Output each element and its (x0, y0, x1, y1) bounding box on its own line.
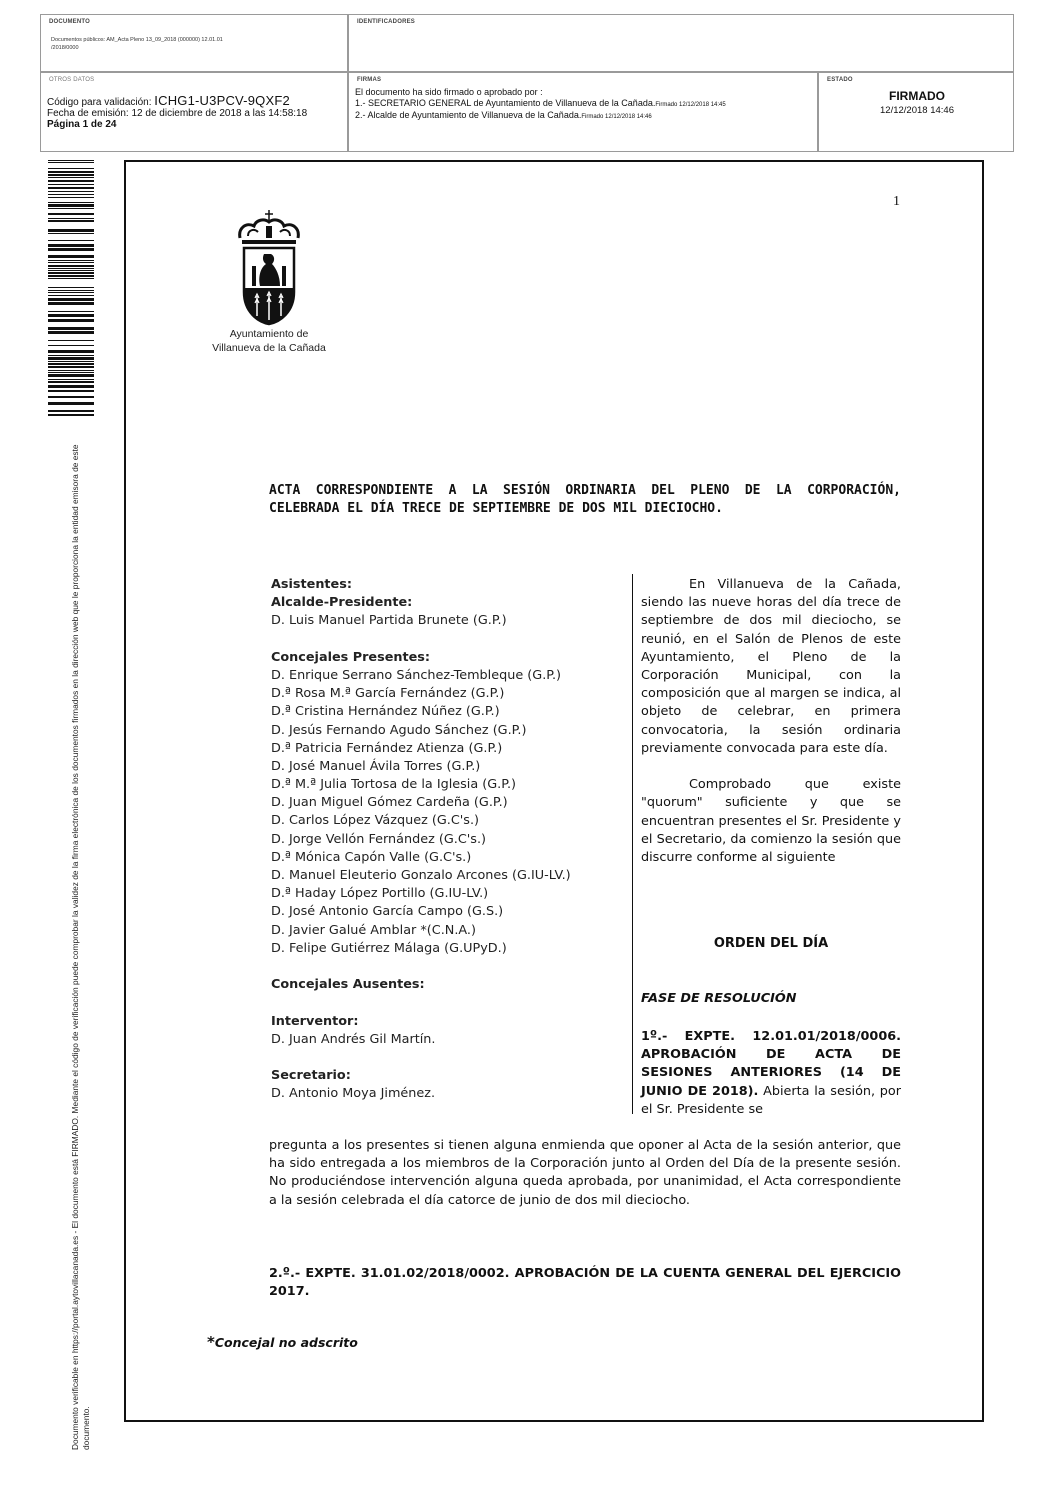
concejal-item: D. José Antonio García Campo (G.S.) (271, 904, 504, 920)
header-firmas (348, 72, 818, 152)
documento-label: DOCUMENTO (49, 19, 91, 25)
concejal-item: D. José Manuel Ávila Torres (G.P.) (271, 758, 481, 774)
page-number: 1 (893, 194, 900, 209)
estado-value: FIRMADO (889, 89, 945, 103)
intro-column (641, 576, 901, 867)
agenda-item-1 (641, 1028, 901, 1119)
barcode-icon (48, 160, 94, 416)
firma-1-stamp: Firmado 12/12/2018 14:45 (655, 101, 726, 108)
document-title: ACTA CORRESPONDIENTE A LA SESIÓN ORDINARIA DEL PLENO DE LA CORPORACIÓN, CELEBRADA EL DÍA TRECE DE SEPTIEMBRE DE DOS MIL DIECIOCHO. (269, 483, 901, 516)
firmas-label: FIRMAS (357, 77, 382, 83)
footnote-star: * (207, 1333, 215, 1351)
concejal-item: D. Jesús Fernando Agudo Sánchez (G.P.) (271, 722, 527, 738)
interventor-heading: Interventor: (271, 1013, 359, 1029)
interventor-name: D. Juan Andrés Gil Martín. (271, 1031, 436, 1047)
asistentes-heading: Asistentes: (271, 577, 352, 592)
header-identificadores (348, 14, 1014, 72)
concejales-heading: Concejales Presentes: (271, 649, 431, 665)
estado-date: 12/12/2018 14:46 (880, 105, 954, 116)
pagina: Página 1 de 24 (47, 119, 117, 130)
concejal-item: D. Javier Galué Amblar *(C.N.A.) (271, 922, 476, 938)
orden-del-dia-heading: ORDEN DEL DÍA (713, 936, 829, 951)
header-otros-datos (40, 72, 348, 152)
alcalde-name: D. Luis Manuel Partida Brunete (G.P.) (271, 613, 507, 629)
fase-heading: FASE DE RESOLUCIÓN (641, 991, 797, 1006)
intro-paragraph-1: En Villanueva de la Cañada, siendo las nueve horas del día trece de septiembre de dos mil dieciocho, se reunió, en el Salón de Plenos de este Ayuntamiento, el Pleno de la Corporación Municipal, con la composición que al margen se indica, al objeto de celebrar, en primera convocatoria, la sesión ordinaria previamente convocada para este día. (641, 577, 901, 756)
concejal-item: D. Juan Miguel Gómez Cardeña (G.P.) (271, 795, 508, 811)
footnote-text: Concejal no adscrito (214, 1335, 358, 1350)
concejal-item: D. Carlos López Vázquez (G.C's.) (271, 813, 480, 829)
secretario-name: D. Antonio Moya Jiménez. (271, 1086, 436, 1102)
otros-label: OTROS DATOS (49, 77, 95, 83)
agenda-item-2: 2.º.- EXPTE. 31.01.02/2018/0002. APROBACIÓN DE LA CUENTA GENERAL DEL EJERCICIO 2017. (269, 1266, 901, 1300)
codigo-value[interactable]: ICHG1-U3PCV-9QXF2 (154, 93, 290, 108)
concejal-item: D.ª M.ª Julia Tortosa de la Iglesia (G.P.) (271, 777, 517, 793)
concejal-item: D.ª Cristina Hernández Núñez (G.P.) (271, 704, 500, 720)
documento-value: Documentos públicos: AM_Acta Pleno 13_09_2018 (000000) 12.01.01 (51, 37, 223, 43)
agenda-item-1-continuation: pregunta a los presentes si tienen alguna enmienda que oponer al Acta de la sesión anterior, que ha sido entregada a los miembros de la Corporación junto al Orden del Día de la presente sesión. No produciéndose intervención alguna queda aprobada, por unanimidad, el Acta correspondiente a la sesión celebrada el día catorce de junio de dos mil dieciocho. (269, 1138, 901, 1208)
firma-2-stamp: Firmado 12/12/2018 14:46 (581, 114, 652, 120)
otros-datos-text (47, 95, 307, 130)
concejal-item: D. Manuel Eleuterio Gonzalo Arcones (G.IU-LV.) (271, 868, 571, 883)
identificadores-label: IDENTIFICADORES (357, 19, 416, 25)
footnote (207, 1333, 358, 1351)
concejal-item: D.ª Haday López Portillo (G.IU-LV.) (271, 886, 489, 902)
concejal-item: D. Felipe Gutiérrez Málaga (G.UPyD.) (271, 940, 507, 956)
agenda-item-1-title: 1º.- EXPTE. 12.01.01/2018/0006. APROBACIÓN DE ACTA DE SESIONES ANTERIORES (14 DE JUNIO DE 2018). (641, 1029, 901, 1099)
logo-text-line-2: Villanueva de la Cañada (212, 342, 326, 354)
logo-text-line-1: Ayuntamiento de (229, 328, 309, 340)
intro-paragraph-2: Comprobado que existe "quorum" suficiente y que se encuentran presentes el Sr. Presidente y el Secretario, da comienzo la sesión que discurre conforme al siguiente (641, 777, 901, 866)
firma-2: 2.- Alcalde de Ayuntamiento de Villanueva de la Cañada. (355, 110, 582, 120)
firmas-intro: El documento ha sido firmado o aprobado por : (355, 87, 543, 97)
coat-of-arms-icon (236, 208, 302, 326)
concejal-item: D.ª Mónica Capón Valle (G.C's.) (271, 849, 472, 865)
secretario-heading: Secretario: (271, 1068, 351, 1084)
firmas-text (355, 87, 726, 123)
concejal-item: D. Enrique Serrano Sánchez-Tembleque (G.P.) (271, 667, 562, 683)
fecha-emision: Fecha de emisión: 12 de diciembre de 2018 a las 14:58:18 (47, 108, 308, 119)
alcalde-heading: Alcalde-Presidente: (271, 595, 413, 611)
ausentes-heading: Concejales Ausentes: (271, 977, 425, 993)
concejal-item: D.ª Rosa M.ª García Fernández (G.P.) (271, 686, 505, 702)
estado-label: ESTADO (827, 77, 853, 83)
concejal-item: D. Jorge Vellón Fernández (G.C's.) (271, 831, 487, 847)
header-estado (818, 72, 1014, 152)
documento-value-2: /2018/0000 (51, 45, 79, 51)
column-divider (632, 574, 633, 1114)
agenda-item-1-text: Abierta la sesión, por el Sr. Presidente se (641, 1083, 901, 1117)
verification-side-text: Documento verificable en https://portal.aytovillacanada.es - El documento está FIRMADO. Mediante el código de verificación puede comprobar la validez de la firma electrónica de los documentos firmados en la dirección web que le proporciona la entidad emisora de este documento. (70, 444, 91, 1450)
attendees-column (271, 576, 631, 1103)
firma-1: 1.- SECRETARIO GENERAL de Ayuntamiento de Villanueva de la Cañada. (355, 97, 656, 108)
header-documento (40, 14, 348, 72)
concejal-item: D.ª Patricia Fernández Atienza (G.P.) (271, 740, 503, 756)
codigo-label: Código para validación: (47, 97, 152, 108)
